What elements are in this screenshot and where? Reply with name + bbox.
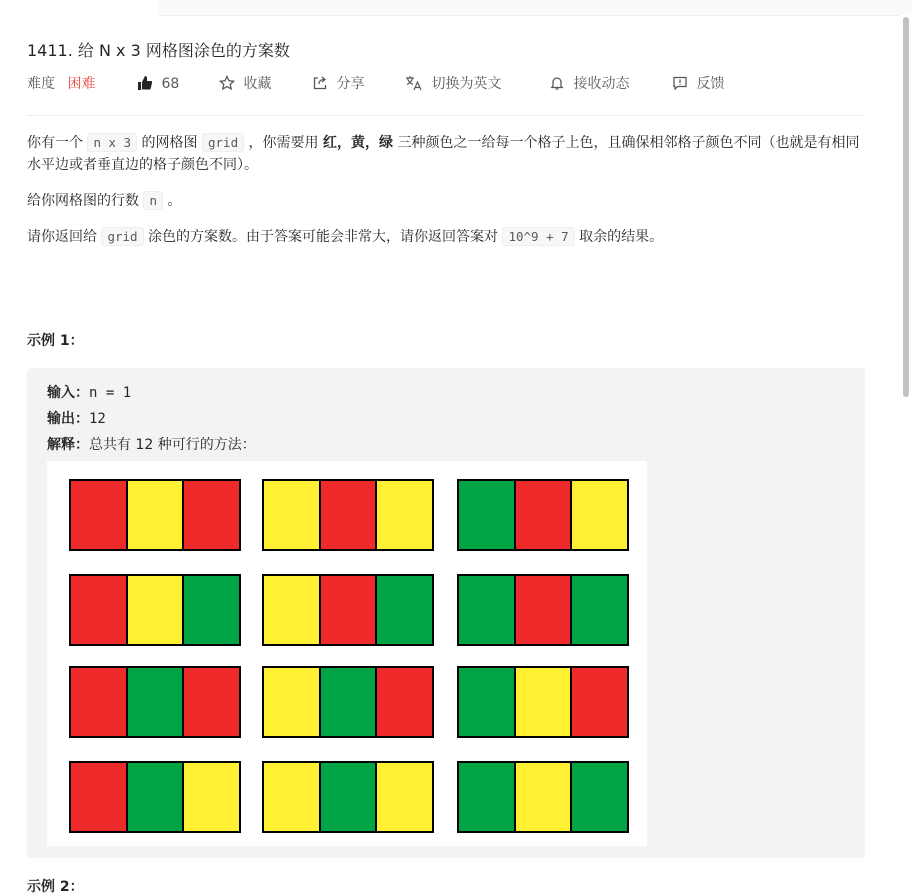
example-1-block bbox=[27, 368, 865, 858]
pattern-cell-green bbox=[572, 576, 627, 644]
like-count: 68 bbox=[161, 76, 180, 92]
switch-language-label: 切换为英文 bbox=[431, 76, 502, 92]
pattern-cell-green bbox=[184, 576, 239, 644]
pattern-cell-yellow bbox=[264, 763, 321, 831]
pattern-cell-red bbox=[377, 668, 432, 736]
coloring-pattern bbox=[262, 479, 434, 551]
difficulty-label: 难度 bbox=[27, 76, 55, 92]
coloring-pattern bbox=[457, 666, 629, 738]
coloring-figure bbox=[47, 461, 647, 846]
text: 三种颜色之一给每一个格子上色，且确保相邻格子颜色不同（也就是有相同水平边或者垂直边的格子颜色不同）。 bbox=[27, 135, 860, 173]
coloring-pattern bbox=[457, 761, 629, 833]
inline-code: grid bbox=[101, 227, 143, 246]
output-value: 12 bbox=[89, 411, 106, 427]
pattern-cell-red bbox=[516, 481, 573, 549]
coloring-pattern bbox=[69, 574, 241, 646]
text: 取余的结果。 bbox=[574, 229, 664, 245]
translate-icon bbox=[405, 75, 423, 91]
text: 你有一个 bbox=[27, 135, 88, 151]
meta-divider bbox=[27, 115, 865, 116]
pattern-cell-red bbox=[184, 668, 239, 736]
coloring-pattern bbox=[262, 761, 434, 833]
pattern-cell-yellow bbox=[264, 576, 321, 644]
pattern-cell-yellow bbox=[128, 576, 185, 644]
coloring-pattern bbox=[262, 574, 434, 646]
output-label: 输出： bbox=[47, 411, 89, 427]
coloring-pattern bbox=[262, 666, 434, 738]
favorite-label: 收藏 bbox=[243, 76, 272, 92]
pattern-cell-red bbox=[71, 763, 128, 831]
bold-colors: 红，黄，绿 bbox=[323, 135, 394, 151]
example-input-line bbox=[47, 382, 131, 404]
pattern-cell-red bbox=[572, 668, 627, 736]
coloring-pattern bbox=[457, 479, 629, 551]
text: 的网格图 bbox=[137, 135, 202, 151]
inline-code: n bbox=[143, 191, 163, 210]
pattern-cell-red bbox=[321, 481, 378, 549]
coloring-pattern bbox=[69, 666, 241, 738]
text: ，你需要用 bbox=[244, 135, 324, 151]
explain-label: 解释： bbox=[47, 437, 89, 453]
scrollbar-thumb[interactable] bbox=[903, 17, 909, 397]
problem-description bbox=[27, 132, 867, 262]
example-1-title: 示例 1： bbox=[27, 333, 84, 349]
switch-language-button[interactable] bbox=[405, 74, 501, 94]
pattern-cell-red bbox=[71, 481, 128, 549]
pattern-cell-yellow bbox=[264, 481, 321, 549]
text: 。 bbox=[162, 193, 182, 209]
pattern-cell-yellow bbox=[264, 668, 321, 736]
share-icon bbox=[312, 75, 328, 91]
pattern-cell-red bbox=[71, 668, 128, 736]
difficulty-value: 困难 bbox=[67, 76, 96, 92]
share-label: 分享 bbox=[336, 76, 365, 92]
scrollbar[interactable] bbox=[900, 15, 912, 885]
subscribe-label: 接收动态 bbox=[573, 76, 630, 92]
favorite-button[interactable] bbox=[219, 74, 271, 94]
problem-title: 1411. 给 N x 3 网格图涂色的方案数 bbox=[27, 41, 290, 60]
pattern-cell-green bbox=[459, 668, 516, 736]
inline-code: 10^9 + 7 bbox=[502, 227, 574, 246]
subscribe-button[interactable] bbox=[549, 74, 629, 94]
pattern-cell-green bbox=[459, 481, 516, 549]
input-label: 输入： bbox=[47, 385, 89, 401]
description-paragraph-1 bbox=[27, 132, 867, 176]
example-output-line bbox=[47, 408, 106, 430]
pattern-cell-yellow bbox=[128, 481, 185, 549]
feedback-label: 反馈 bbox=[696, 76, 725, 92]
active-tab[interactable] bbox=[0, 0, 158, 15]
input-value: n = 1 bbox=[89, 385, 132, 401]
example-explain-line bbox=[47, 434, 256, 456]
coloring-pattern bbox=[457, 574, 629, 646]
share-button[interactable] bbox=[312, 74, 364, 94]
description-paragraph-3 bbox=[27, 226, 867, 248]
pattern-cell-yellow bbox=[184, 763, 239, 831]
coloring-pattern bbox=[69, 479, 241, 551]
feedback-button[interactable] bbox=[672, 74, 724, 94]
difficulty bbox=[27, 74, 95, 94]
description-paragraph-2 bbox=[27, 190, 867, 212]
pattern-cell-green bbox=[321, 763, 378, 831]
pattern-cell-red bbox=[71, 576, 128, 644]
pattern-cell-green bbox=[128, 668, 185, 736]
tab-bar-background bbox=[158, 0, 912, 16]
pattern-cell-yellow bbox=[516, 668, 573, 736]
pattern-cell-green bbox=[459, 763, 516, 831]
pattern-cell-yellow bbox=[377, 481, 432, 549]
top-tab-bar bbox=[0, 0, 912, 15]
pattern-cell-red bbox=[321, 576, 378, 644]
text: 给你网格图的行数 bbox=[27, 193, 144, 209]
pattern-cell-green bbox=[321, 668, 378, 736]
pattern-cell-yellow bbox=[572, 481, 627, 549]
pattern-cell-red bbox=[516, 576, 573, 644]
thumbs-up-icon bbox=[137, 75, 153, 91]
inline-code: grid bbox=[202, 133, 244, 152]
pattern-cell-green bbox=[377, 576, 432, 644]
pattern-cell-yellow bbox=[377, 763, 432, 831]
like-button[interactable] bbox=[137, 74, 179, 94]
pattern-cell-green bbox=[572, 763, 627, 831]
text: 涂色的方案数。由于答案可能会非常大，请你返回答案对 bbox=[143, 229, 503, 245]
pattern-cell-red bbox=[184, 481, 239, 549]
explain-value: 总共有 12 种可行的方法： bbox=[89, 437, 256, 453]
bell-icon bbox=[549, 75, 565, 91]
coloring-pattern bbox=[69, 761, 241, 833]
example-2-title: 示例 2： bbox=[27, 879, 84, 895]
inline-code: n x 3 bbox=[87, 133, 137, 152]
pattern-cell-yellow bbox=[516, 763, 573, 831]
pattern-cell-green bbox=[128, 763, 185, 831]
star-icon bbox=[219, 75, 235, 91]
feedback-icon bbox=[672, 75, 688, 91]
pattern-cell-green bbox=[459, 576, 516, 644]
text: 请你返回给 bbox=[27, 229, 102, 245]
